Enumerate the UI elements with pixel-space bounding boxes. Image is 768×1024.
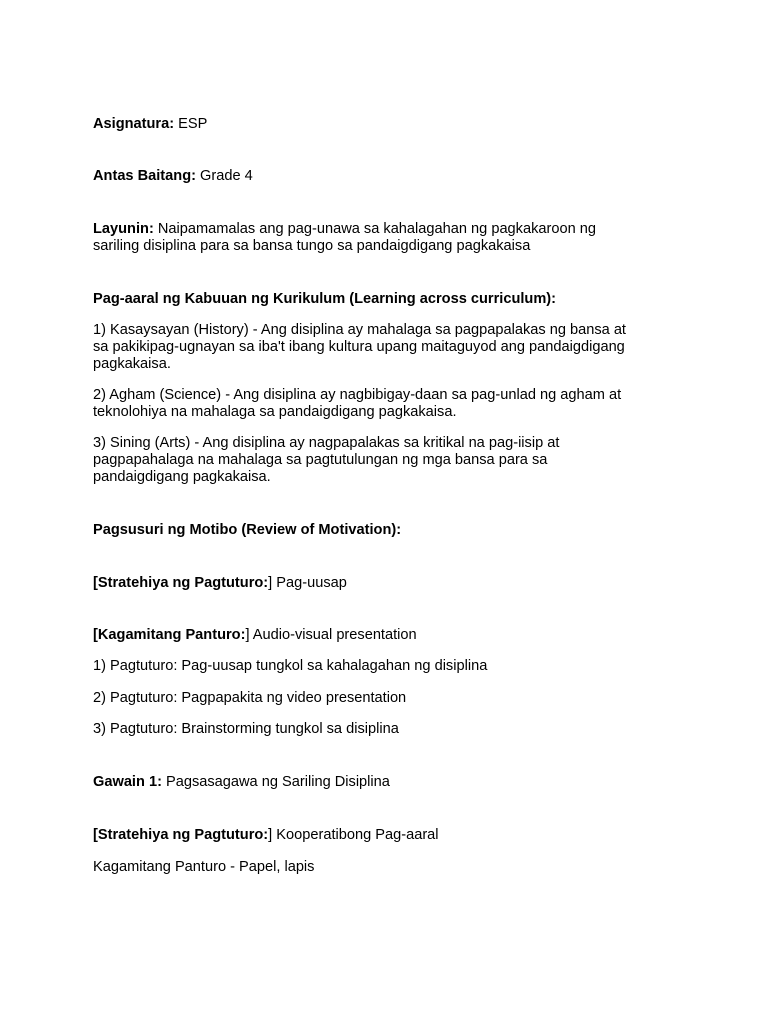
motivation-materials-label: Kagamitang Panturo: bbox=[97, 627, 246, 643]
curriculum-item-2-text-2: teknolohiya na mahalaga sa pandaigdigang pagkakaisa. bbox=[93, 404, 457, 420]
motivation-materials-line bbox=[93, 627, 673, 644]
curriculum-item-1-line-2 bbox=[93, 339, 673, 356]
activity1-strategy-close: ] bbox=[268, 827, 273, 843]
motivation-strategy-close: ] bbox=[268, 575, 273, 591]
objective-text-2: sariling disiplina para sa bansa tungo sa pandaigdigang pagkakaisa bbox=[93, 238, 531, 254]
motivation-strategy-line bbox=[93, 575, 673, 592]
activity1-strategy-line bbox=[93, 827, 673, 844]
curriculum-item-1-text-3: pagkakaisa. bbox=[93, 356, 171, 372]
curriculum-item-1-line-3 bbox=[93, 356, 673, 373]
motivation-materials-open: [ bbox=[93, 627, 98, 643]
motivation-step-2-text: 2) Pagtuturo: Pagpapakita ng video presentation bbox=[93, 690, 407, 706]
subject-label: Asignatura: bbox=[93, 116, 175, 132]
curriculum-heading-text: Pag-aaral ng Kabuuan ng Kurikulum (Learning across curriculum): bbox=[93, 291, 557, 307]
curriculum-item-2-line-1 bbox=[93, 387, 673, 404]
objective-text-1: Naipamamalas ang pag-unawa sa kahalagahan ng pagkakaroon ng bbox=[153, 221, 596, 237]
curriculum-item-2-text-1: 2) Agham (Science) - Ang disiplina ay nagbibigay-daan sa pag-unlad ng agham at bbox=[93, 387, 622, 403]
grade-value: Grade 4 bbox=[195, 168, 253, 184]
curriculum-item-3-text-3: pandaigdigang pagkakaisa. bbox=[93, 469, 271, 485]
activity1-label: Gawain 1: bbox=[93, 774, 162, 790]
subject-line bbox=[93, 116, 673, 133]
activity1-line bbox=[93, 774, 673, 791]
activity1-strategy-label: Stratehiya ng Pagtuturo: bbox=[97, 827, 269, 843]
motivation-step-2 bbox=[93, 690, 673, 707]
curriculum-item-2-line-2 bbox=[93, 404, 673, 421]
curriculum-item-1-text-1: 1) Kasaysayan (History) - Ang disiplina ay mahalaga sa pagpapalakas ng bansa at bbox=[93, 322, 626, 338]
curriculum-item-3-text-2: pagpapahalaga na mahalaga sa pagtutulungan ng mga bansa para sa bbox=[93, 452, 548, 468]
motivation-step-3 bbox=[93, 721, 673, 738]
activity1-strategy-open: [ bbox=[93, 827, 98, 843]
motivation-heading-text: Pagsusuri ng Motibo (Review of Motivation): bbox=[93, 522, 402, 538]
curriculum-item-3-line-1 bbox=[93, 435, 673, 452]
objective-line-1 bbox=[93, 221, 673, 238]
curriculum-item-3-text-1: 3) Sining (Arts) - Ang disiplina ay nagpapalakas sa kritikal na pag-iisip at bbox=[93, 435, 560, 451]
curriculum-heading bbox=[93, 291, 673, 308]
curriculum-item-1-line-1 bbox=[93, 322, 673, 339]
motivation-strategy-open: [ bbox=[93, 575, 98, 591]
motivation-step-3-text: 3) Pagtuturo: Brainstorming tungkol sa disiplina bbox=[93, 721, 399, 737]
subject-value: ESP bbox=[174, 116, 208, 132]
grade-label: Antas Baitang: bbox=[93, 168, 196, 184]
grade-line bbox=[93, 168, 673, 185]
motivation-materials-close: ] bbox=[245, 627, 250, 643]
activity1-value: Pagsasagawa ng Sariling Disiplina bbox=[161, 774, 390, 790]
activity1-strategy-value: Kooperatibong Pag-aaral bbox=[272, 827, 439, 843]
motivation-heading bbox=[93, 522, 673, 539]
activity1-materials-line bbox=[93, 859, 673, 876]
objective-label: Layunin: bbox=[93, 221, 154, 237]
curriculum-item-3-line-2 bbox=[93, 452, 673, 469]
motivation-strategy-label: Stratehiya ng Pagtuturo: bbox=[97, 575, 269, 591]
activity1-materials-text: Kagamitang Panturo - Papel, lapis bbox=[93, 859, 315, 875]
curriculum-item-1-text-2: sa pakikipag-ugnayan sa iba't ibang kultura upang maitaguyod ang pandaigdigang bbox=[93, 339, 625, 355]
motivation-strategy-value: Pag-uusap bbox=[272, 575, 347, 591]
curriculum-item-3-line-3 bbox=[93, 469, 673, 486]
motivation-step-1 bbox=[93, 658, 673, 675]
motivation-materials-value: Audio-visual presentation bbox=[249, 627, 417, 643]
motivation-step-1-text: 1) Pagtuturo: Pag-uusap tungkol sa kahalagahan ng disiplina bbox=[93, 658, 488, 674]
objective-line-2 bbox=[93, 238, 673, 255]
